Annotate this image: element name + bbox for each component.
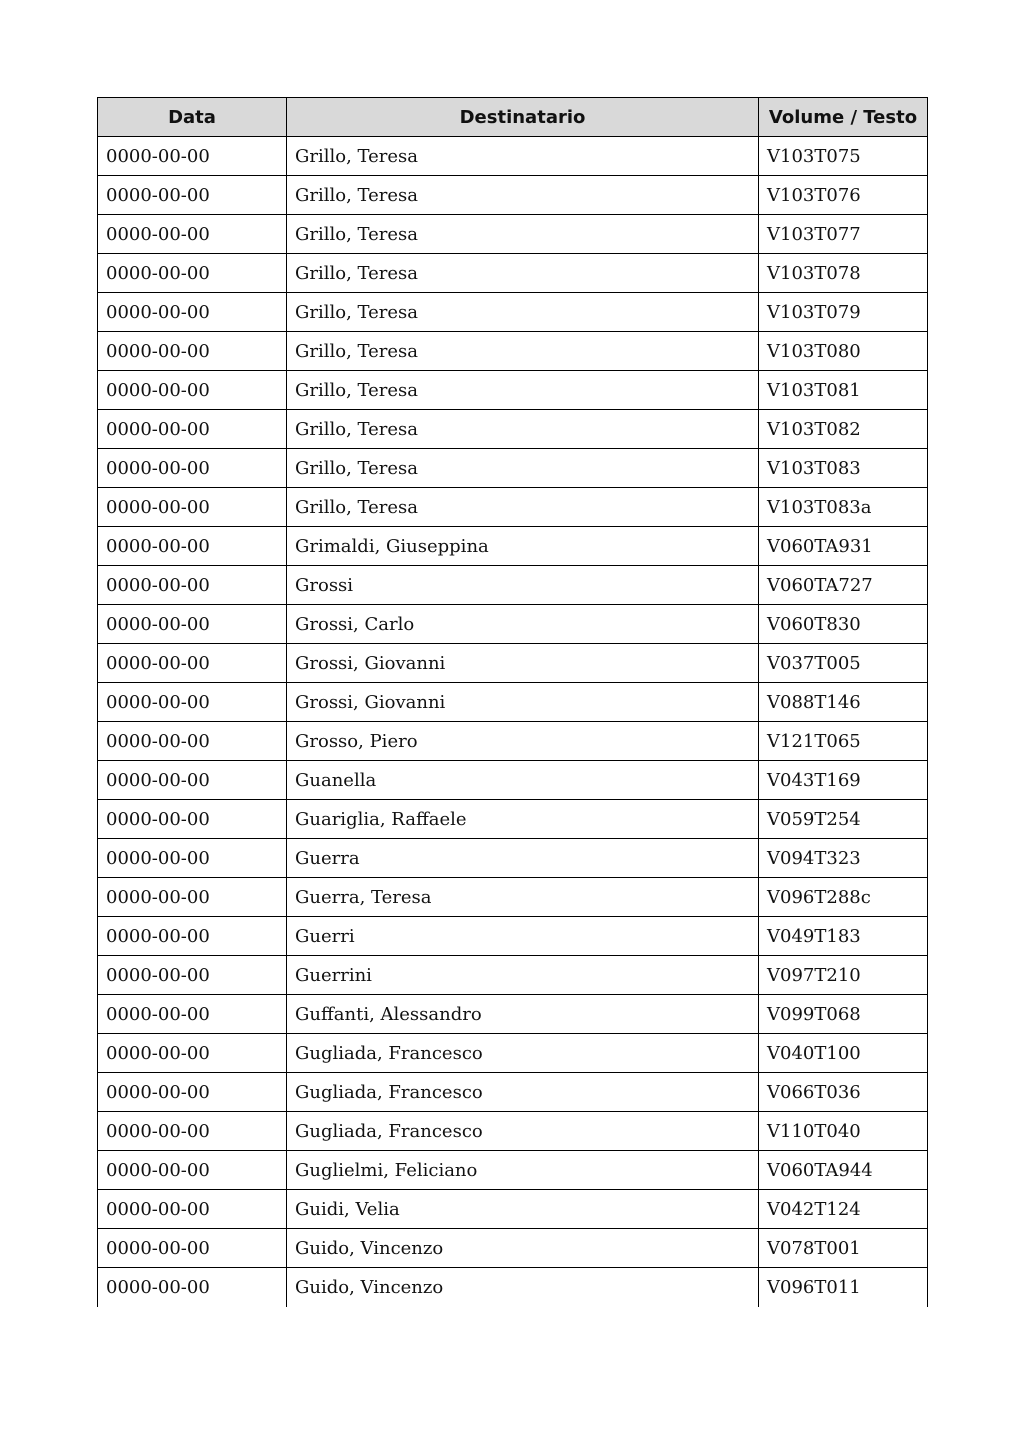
cell-recipient: Grillo, Teresa bbox=[287, 137, 759, 176]
cell-recipient: Gugliada, Francesco bbox=[287, 1073, 759, 1112]
table-row bbox=[98, 254, 928, 293]
cell-recipient: Guerri bbox=[287, 917, 759, 956]
cell-volume: V037T005 bbox=[759, 644, 928, 683]
cell-volume: V060TA931 bbox=[759, 527, 928, 566]
cell-volume: V043T169 bbox=[759, 761, 928, 800]
cell-volume: V049T183 bbox=[759, 917, 928, 956]
table-row bbox=[98, 1034, 928, 1073]
cell-volume: V096T011 bbox=[759, 1268, 928, 1307]
table-row bbox=[98, 644, 928, 683]
cell-date: 0000-00-00 bbox=[98, 293, 287, 332]
cell-recipient: Gugliada, Francesco bbox=[287, 1112, 759, 1151]
cell-volume: V110T040 bbox=[759, 1112, 928, 1151]
cell-volume: V103T080 bbox=[759, 332, 928, 371]
cell-date: 0000-00-00 bbox=[98, 1034, 287, 1073]
table-row bbox=[98, 761, 928, 800]
table-row bbox=[98, 1190, 928, 1229]
cell-volume: V103T079 bbox=[759, 293, 928, 332]
table-row bbox=[98, 1151, 928, 1190]
cell-recipient: Guariglia, Raffaele bbox=[287, 800, 759, 839]
cell-recipient: Guidi, Velia bbox=[287, 1190, 759, 1229]
cell-recipient: Grosso, Piero bbox=[287, 722, 759, 761]
cell-date: 0000-00-00 bbox=[98, 1151, 287, 1190]
cell-volume: V094T323 bbox=[759, 839, 928, 878]
column-header-volume: Volume / Testo bbox=[759, 98, 928, 137]
table-row bbox=[98, 215, 928, 254]
cell-recipient: Guffanti, Alessandro bbox=[287, 995, 759, 1034]
cell-volume: V103T077 bbox=[759, 215, 928, 254]
table-row bbox=[98, 332, 928, 371]
cell-volume: V078T001 bbox=[759, 1229, 928, 1268]
cell-volume: V088T146 bbox=[759, 683, 928, 722]
table-row bbox=[98, 449, 928, 488]
table-body bbox=[98, 137, 928, 1307]
table-row bbox=[98, 1268, 928, 1307]
cell-date: 0000-00-00 bbox=[98, 917, 287, 956]
cell-volume: V040T100 bbox=[759, 1034, 928, 1073]
cell-date: 0000-00-00 bbox=[98, 566, 287, 605]
cell-date: 0000-00-00 bbox=[98, 995, 287, 1034]
cell-date: 0000-00-00 bbox=[98, 644, 287, 683]
cell-recipient: Guanella bbox=[287, 761, 759, 800]
cell-recipient: Grillo, Teresa bbox=[287, 449, 759, 488]
cell-volume: V103T076 bbox=[759, 176, 928, 215]
cell-recipient: Grillo, Teresa bbox=[287, 410, 759, 449]
cell-recipient: Guerrini bbox=[287, 956, 759, 995]
table-row bbox=[98, 410, 928, 449]
cell-recipient: Guido, Vincenzo bbox=[287, 1268, 759, 1307]
cell-volume: V059T254 bbox=[759, 800, 928, 839]
cell-recipient: Guerra, Teresa bbox=[287, 878, 759, 917]
table-row bbox=[98, 878, 928, 917]
cell-date: 0000-00-00 bbox=[98, 410, 287, 449]
cell-recipient: Grossi, Giovanni bbox=[287, 644, 759, 683]
table-row bbox=[98, 605, 928, 644]
cell-recipient: Gugliada, Francesco bbox=[287, 1034, 759, 1073]
cell-volume: V103T083a bbox=[759, 488, 928, 527]
table-row bbox=[98, 800, 928, 839]
table-row bbox=[98, 566, 928, 605]
cell-date: 0000-00-00 bbox=[98, 956, 287, 995]
table-row bbox=[98, 839, 928, 878]
cell-recipient: Grillo, Teresa bbox=[287, 254, 759, 293]
index-table bbox=[97, 97, 928, 1307]
table-row bbox=[98, 1073, 928, 1112]
cell-date: 0000-00-00 bbox=[98, 839, 287, 878]
table-row bbox=[98, 995, 928, 1034]
cell-recipient: Grillo, Teresa bbox=[287, 371, 759, 410]
cell-volume: V060T830 bbox=[759, 605, 928, 644]
cell-volume: V103T078 bbox=[759, 254, 928, 293]
cell-recipient: Guglielmi, Feliciano bbox=[287, 1151, 759, 1190]
cell-recipient: Grillo, Teresa bbox=[287, 488, 759, 527]
cell-date: 0000-00-00 bbox=[98, 449, 287, 488]
cell-recipient: Grossi, Giovanni bbox=[287, 683, 759, 722]
table-row bbox=[98, 722, 928, 761]
cell-recipient: Grossi bbox=[287, 566, 759, 605]
table-header bbox=[98, 98, 928, 137]
cell-date: 0000-00-00 bbox=[98, 800, 287, 839]
cell-date: 0000-00-00 bbox=[98, 332, 287, 371]
cell-recipient: Grossi, Carlo bbox=[287, 605, 759, 644]
cell-volume: V060TA944 bbox=[759, 1151, 928, 1190]
cell-volume: V103T075 bbox=[759, 137, 928, 176]
cell-recipient: Grillo, Teresa bbox=[287, 332, 759, 371]
cell-volume: V121T065 bbox=[759, 722, 928, 761]
table-row bbox=[98, 293, 928, 332]
cell-date: 0000-00-00 bbox=[98, 1190, 287, 1229]
cell-volume: V042T124 bbox=[759, 1190, 928, 1229]
cell-volume: V103T083 bbox=[759, 449, 928, 488]
cell-recipient: Grillo, Teresa bbox=[287, 293, 759, 332]
cell-date: 0000-00-00 bbox=[98, 878, 287, 917]
cell-recipient: Guido, Vincenzo bbox=[287, 1229, 759, 1268]
cell-volume: V097T210 bbox=[759, 956, 928, 995]
cell-date: 0000-00-00 bbox=[98, 1073, 287, 1112]
cell-recipient: Grimaldi, Giuseppina bbox=[287, 527, 759, 566]
column-header-date: Data bbox=[98, 98, 287, 137]
cell-date: 0000-00-00 bbox=[98, 254, 287, 293]
cell-date: 0000-00-00 bbox=[98, 722, 287, 761]
cell-date: 0000-00-00 bbox=[98, 1112, 287, 1151]
cell-date: 0000-00-00 bbox=[98, 1229, 287, 1268]
table-row bbox=[98, 488, 928, 527]
cell-date: 0000-00-00 bbox=[98, 371, 287, 410]
cell-volume: V099T068 bbox=[759, 995, 928, 1034]
table-row bbox=[98, 1112, 928, 1151]
cell-volume: V096T288c bbox=[759, 878, 928, 917]
cell-volume: V060TA727 bbox=[759, 566, 928, 605]
header-row bbox=[98, 98, 928, 137]
table-row bbox=[98, 956, 928, 995]
cell-date: 0000-00-00 bbox=[98, 488, 287, 527]
cell-date: 0000-00-00 bbox=[98, 761, 287, 800]
cell-date: 0000-00-00 bbox=[98, 1268, 287, 1307]
table-row bbox=[98, 683, 928, 722]
cell-recipient: Grillo, Teresa bbox=[287, 215, 759, 254]
table-row bbox=[98, 371, 928, 410]
table-row bbox=[98, 917, 928, 956]
cell-date: 0000-00-00 bbox=[98, 605, 287, 644]
cell-recipient: Grillo, Teresa bbox=[287, 176, 759, 215]
column-header-recipient: Destinatario bbox=[287, 98, 759, 137]
cell-date: 0000-00-00 bbox=[98, 137, 287, 176]
cell-recipient: Guerra bbox=[287, 839, 759, 878]
cell-date: 0000-00-00 bbox=[98, 683, 287, 722]
cell-volume: V103T081 bbox=[759, 371, 928, 410]
table-row bbox=[98, 1229, 928, 1268]
cell-date: 0000-00-00 bbox=[98, 215, 287, 254]
cell-date: 0000-00-00 bbox=[98, 176, 287, 215]
table-row bbox=[98, 137, 928, 176]
cell-date: 0000-00-00 bbox=[98, 527, 287, 566]
table-row bbox=[98, 527, 928, 566]
table-row bbox=[98, 176, 928, 215]
cell-volume: V066T036 bbox=[759, 1073, 928, 1112]
cell-volume: V103T082 bbox=[759, 410, 928, 449]
